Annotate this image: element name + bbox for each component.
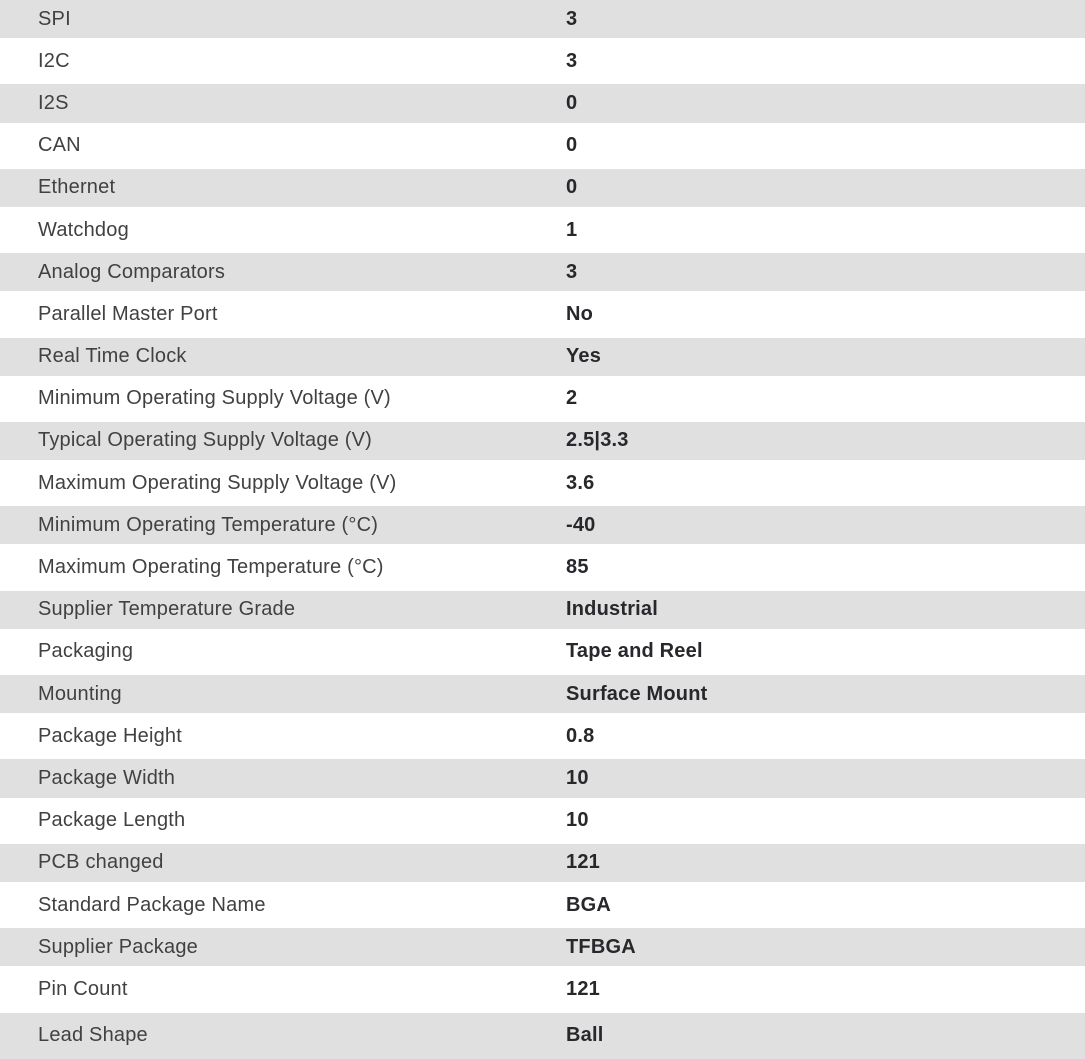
table-row [0,127,1085,169]
spec-label: Pin Count [38,977,128,1000]
spec-value: 3 [566,260,578,283]
table-row [0,548,1085,590]
spec-value: 121 [566,977,600,1000]
spec-label: I2S [38,91,69,114]
spec-label: Minimum Operating Temperature (°C) [38,513,379,536]
table-row [0,886,1085,928]
table-row [0,338,1085,380]
table-row [0,295,1085,337]
spec-value: 10 [566,809,589,832]
table-row [0,422,1085,464]
spec-label: Typical Operating Supply Voltage (V) [38,429,373,452]
table-row [0,253,1085,295]
table-row [0,464,1085,506]
table-row [0,759,1085,801]
spec-value: 0.8 [566,724,595,747]
spec-value: 121 [566,851,600,874]
spec-label: Supplier Package [38,935,198,958]
spec-value: 2 [566,387,578,410]
spec-value: 3 [566,7,578,30]
spec-value: 0 [566,134,578,157]
spec-value: 2.5|3.3 [566,429,629,452]
spec-label: Lead Shape [38,1024,148,1047]
spec-value: No [566,302,594,325]
spec-label: I2C [38,49,70,72]
spec-label: Maximum Operating Temperature (°C) [38,556,384,579]
spec-value: 3.6 [566,471,595,494]
spec-value: Industrial [566,598,659,621]
spec-label: Watchdog [38,218,129,241]
spec-label: SPI [38,7,71,30]
table-row [0,928,1085,970]
table-row [0,844,1085,886]
spec-value: -40 [566,513,596,536]
spec-label: Maximum Operating Supply Voltage (V) [38,471,397,494]
spec-label: Packaging [38,640,134,663]
spec-value: TFBGA [566,935,636,958]
spec-label: Standard Package Name [38,893,266,916]
table-row [0,211,1085,253]
spec-label: Parallel Master Port [38,302,218,325]
table-row [0,84,1085,126]
table-row [0,717,1085,759]
spec-label: Package Length [38,809,186,832]
table-row [0,633,1085,675]
spec-value: Tape and Reel [566,640,703,663]
spec-label: Minimum Operating Supply Voltage (V) [38,387,391,410]
spec-label: CAN [38,134,81,157]
spec-value: 1 [566,218,578,241]
spec-label: Package Width [38,766,176,789]
spec-value: 85 [566,556,589,579]
table-row [0,42,1085,84]
table-row [0,802,1085,844]
spec-label: Ethernet [38,176,116,199]
spec-label: Package Height [38,724,183,747]
spec-label: Supplier Temperature Grade [38,598,296,621]
table-row [0,675,1085,717]
table-row [0,1013,1085,1059]
table-row [0,591,1085,633]
spec-value: 10 [566,766,589,789]
spec-label: Analog Comparators [38,260,226,283]
table-row [0,970,1085,1012]
spec-label: PCB changed [38,851,164,874]
spec-value: Ball [566,1024,604,1047]
spec-value: Surface Mount [566,682,708,705]
spec-value: BGA [566,893,612,916]
spec-value: 0 [566,91,578,114]
spec-label: Real Time Clock [38,345,187,368]
table-row [0,0,1085,42]
spec-label: Mounting [38,682,122,705]
table-row [0,169,1085,211]
table-row [0,506,1085,548]
spec-value: 0 [566,176,578,199]
spec-value: Yes [566,345,602,368]
spec-value: 3 [566,49,578,72]
table-row [0,380,1085,422]
